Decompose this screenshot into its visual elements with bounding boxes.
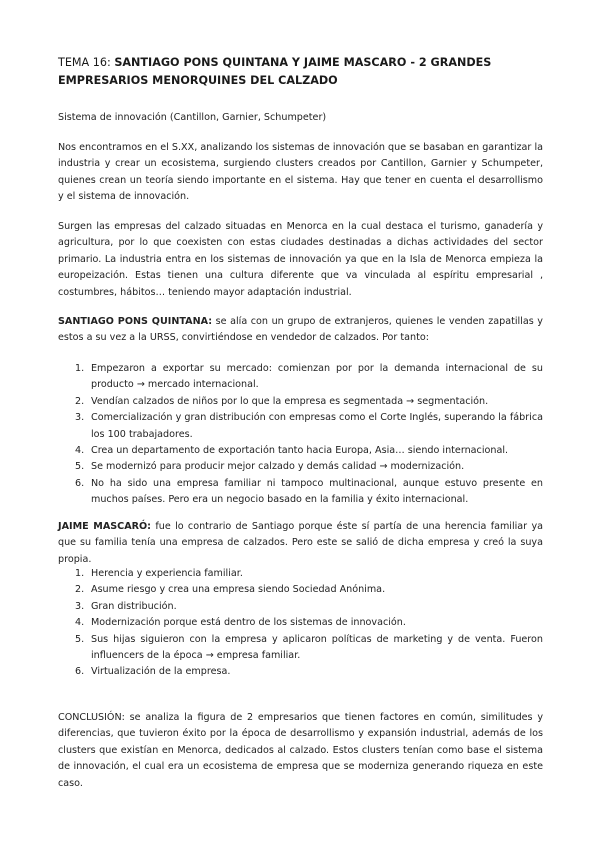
document-title bbox=[58, 54, 543, 90]
intro-paragraph-2 bbox=[58, 219, 543, 301]
list-item-number: 1. bbox=[75, 363, 85, 374]
list-item bbox=[58, 582, 543, 598]
santiago-text: se alía con un grupo de extranjeros, quienes le venden zapatillas y estos a su vez a la URSS, convirtiéndose en vendedor de calzados. Por tanto: bbox=[58, 316, 543, 344]
jaime-paragraph bbox=[58, 519, 543, 568]
paragraph-text: Nos encontramos en el S.XX, analizando los sistemas de innovación que se basaban en garantizar la industria y crear un ecosistema, surgiendo clusters creados por Cantillon, Garnier y Schumpeter, quienes crean un teoría siendo importante en el sistema. Hay que tener en cuenta el desarrollismo y el sistema de innovación. bbox=[58, 142, 543, 203]
list-item-text: Vendían calzados de niños por lo que la empresa es segmentada → segmentación. bbox=[91, 395, 489, 407]
list-item-text: Modernización porque está dentro de los sistemas de innovación. bbox=[91, 617, 406, 629]
list-item bbox=[58, 410, 543, 443]
list-item-text: Asume riesgo y crea una empresa siendo Sociedad Anónima. bbox=[91, 584, 386, 596]
list-item bbox=[58, 459, 543, 475]
intro-paragraph-1 bbox=[58, 140, 543, 206]
subtitle bbox=[58, 110, 543, 126]
list-item-number: 4. bbox=[75, 445, 85, 457]
santiago-lead: SANTIAGO PONS QUINTANA: bbox=[58, 316, 213, 327]
list-item-text: Sus hijas siguieron con la empresa y aplicaron políticas de marketing y de venta. Fueron influencers de la época → empresa familiar. bbox=[91, 633, 543, 662]
list-item bbox=[58, 476, 543, 509]
list-item-text: Herencia y experiencia familiar. bbox=[91, 568, 243, 579]
conclusion-text: CONCLUSIÓN: se analiza la figura de 2 empresarios que tienen factores en común, similitudes y diferencias, que tuvieron éxito por la época de desarrollismo y expansión industrial, además de los clusters que existían en Menorca, dedicados al calzado. Estos clusters tenían como base el sistema de innovación, el cual era un ecosistema de empresa que se moderniza generando riqueza en este caso. bbox=[58, 712, 543, 789]
santiago-section bbox=[58, 314, 543, 347]
list-item bbox=[58, 443, 543, 459]
subtitle-text: Sistema de innovación (Cantillon, Garnier, Schumpeter) bbox=[58, 112, 327, 123]
list-item-text: Gran distribución. bbox=[91, 600, 177, 612]
list-item-number: 3. bbox=[75, 600, 85, 612]
santiago-paragraph bbox=[58, 314, 543, 347]
list-item-text: Virtualización de la empresa. bbox=[91, 666, 231, 678]
conclusion bbox=[58, 710, 543, 792]
jaime-list bbox=[58, 566, 543, 681]
list-item-number: 6. bbox=[75, 666, 85, 678]
list-item bbox=[58, 632, 543, 665]
list-item-number: 4. bbox=[75, 617, 85, 629]
list-item-text: No ha sido una empresa familiar ni tampoco multinacional, aunque estuvo presente en muchos países. Pero era un negocio basado en la familia y éxito internacional. bbox=[91, 477, 543, 506]
list-item-number: 5. bbox=[75, 461, 85, 473]
list-item-text: Se modernizó para producir mejor calzado y demás calidad → modernización. bbox=[91, 461, 465, 473]
list-item bbox=[58, 361, 543, 394]
list-item-text: Empezaron a exportar su mercado: comienzan por por la demanda internacional de su producto → mercado internacional. bbox=[91, 363, 543, 391]
title-bold: SANTIAGO PONS QUINTANA Y JAIME MASCARO - 2 GRANDES EMPRESARIOS MENORQUINES DEL CALZADO bbox=[58, 56, 492, 87]
title-prefix: TEMA 16: bbox=[58, 56, 115, 69]
list-item-number: 3. bbox=[75, 412, 85, 424]
list-item bbox=[58, 664, 543, 680]
list-item bbox=[58, 599, 543, 615]
list-item-text: Crea un departamento de exportación tanto hacia Europa, Asia… siendo internacional. bbox=[91, 445, 509, 457]
list-item-number: 2. bbox=[75, 584, 85, 596]
paragraph-text: Surgen las empresas del calzado situadas en Menorca en la cual destaca el turismo, ganadería y agricultura, por lo que coexisten con estas ciudades destinadas a dichas actividades del sector primario. La industria entra en los sistemas de innovación ya que en la Isla de Menorca empieza la europeización. Estas tienen una cultura diferente que va vinculada al espíritu empresarial , costumbres, hábitos… teniendo mayor adaptación industrial. bbox=[58, 221, 543, 298]
list-item bbox=[58, 566, 543, 582]
jaime-text: fue lo contrario de Santiago porque éste sí partía de una herencia familiar ya que su familia tenía una empresa de calzados. Pero este se salió de dicha empresa y creó la suya propia. bbox=[58, 521, 544, 565]
jaime-section bbox=[58, 519, 543, 568]
jaime-lead: JAIME MASCARÓ: bbox=[58, 521, 152, 532]
list-item-text: Comercialización y gran distribución con empresas como el Corte Inglés, superando la fábrica los 100 trabajadores. bbox=[91, 412, 543, 440]
list-item-number: 5. bbox=[75, 633, 85, 645]
list-item-number: 2. bbox=[75, 395, 85, 407]
list-item bbox=[58, 615, 543, 631]
list-item-number: 6. bbox=[75, 477, 85, 489]
list-item-number: 1. bbox=[75, 568, 85, 579]
santiago-list bbox=[58, 361, 543, 509]
list-item bbox=[58, 394, 543, 410]
